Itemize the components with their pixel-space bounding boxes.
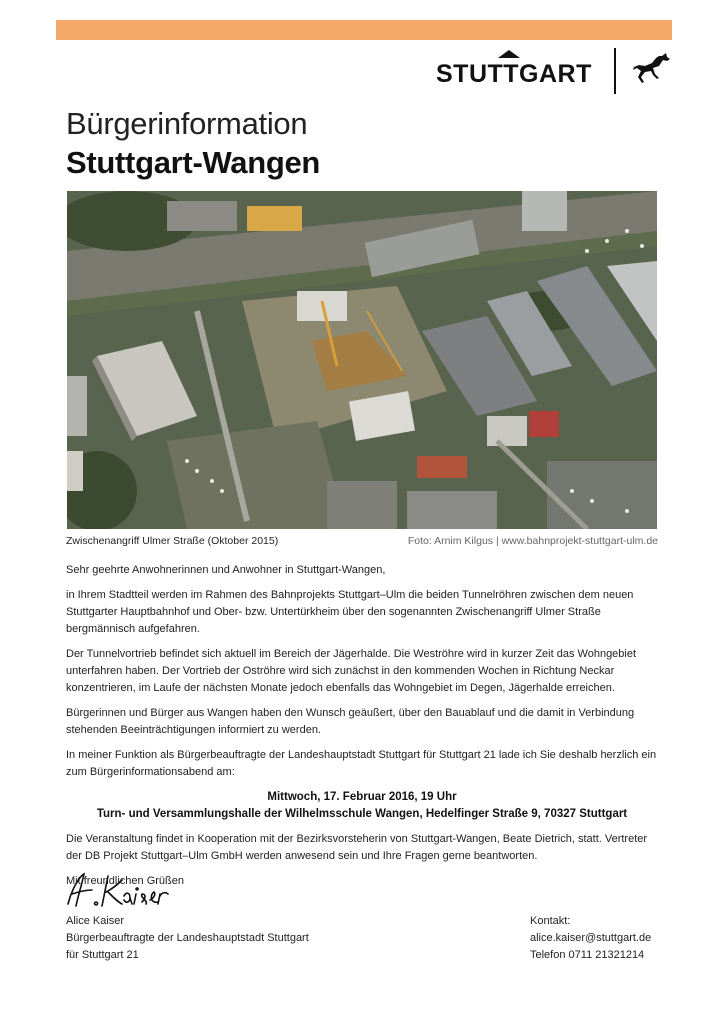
stuttgart-logo: [436, 48, 676, 94]
photo-credit: Foto: Arnim Kilgus | www.bahnprojekt-stuttgart-ulm.de: [407, 535, 658, 547]
aerial-photo: [67, 191, 657, 529]
contact-email: alice.kaiser@stuttgart.de: [530, 932, 652, 944]
sender-role-line2: für Stuttgart 21: [66, 949, 139, 961]
logo-divider: [614, 48, 616, 94]
horse-icon: [632, 52, 672, 88]
page-title-line1: Bürgerinformation: [66, 106, 308, 141]
contact-label: Kontakt:: [530, 915, 571, 927]
logo-wordmark: STUTTGART: [436, 60, 592, 88]
logo-roof-icon: [498, 50, 520, 60]
photo-caption: Zwischenangriff Ulmer Straße (Oktober 2015): [66, 535, 279, 547]
paragraph-4: In meiner Funktion als Bürgerbeauftragte der Landeshauptstadt Stuttgart für Stuttgart 21 lade ich Sie deshalb herzlich ein zum Bürgerinformationsabend am:: [66, 749, 657, 778]
paragraph-5: Die Veranstaltung findet in Kooperation mit der Bezirksvorsteherin von Stuttgart-Wangen, Beate Dietrich, statt. Vertreter der DB Projekt Stuttgart–Ulm GmbH werden anwesend sein und Ihre Fragen gerne beantworten.: [66, 833, 648, 862]
letter-body: [66, 562, 658, 898]
event-location: Turn- und Versammlungshalle der Wilhelmsschule Wangen, Hedelfinger Straße 9, 70327 Stuttgart: [96, 808, 628, 820]
sender-name: Alice Kaiser: [66, 915, 125, 927]
header-accent-bar: [56, 20, 672, 40]
aerial-photo-illustration: [67, 191, 657, 529]
contact-block: [530, 913, 651, 964]
closing: Mit freundlichen Grüßen: [66, 875, 184, 887]
sender-block: [66, 913, 309, 964]
signature: [62, 868, 172, 912]
salutation: Sehr geehrte Anwohnerinnen und Anwohner in Stuttgart-Wangen,: [66, 564, 386, 576]
contact-phone: Telefon 0711 21321214: [530, 949, 645, 961]
paragraph-2: Der Tunnelvortrieb befindet sich aktuell im Bereich der Jägerhalde. Die Weströhre wird in kurzer Zeit das Wohngebiet unterfahren haben. Der Vortrieb der Oströhre wird sich zunächst in den kommenden Wochen in Richtung Neckar konzentrieren, im Laufe der nächsten Monate jedoch ebenfalls das Wohngebiet im Degen, Jägerhalde erreichen.: [66, 648, 637, 694]
paragraph-3: Bürgerinnen und Bürger aus Wangen haben den Wunsch geäußert, über den Bauablauf und die damit in Verbindung stehenden Beeinträchtigungen informiert zu werden.: [66, 707, 635, 736]
sender-role-line1: Bürgerbeauftragte der Landeshauptstadt Stuttgart: [66, 932, 309, 944]
paragraph-1: in Ihrem Stadtteil werden im Rahmen des Bahnprojekts Stuttgart–Ulm die beiden Tunnelröhren zwischen dem neuen Stuttgarter Hauptbahnhof und Ober- bzw. Untertürkheim über den sogenannten Zwischenangriff Ulmer Straße bergmännisch aufgefahren.: [66, 589, 634, 635]
page-title-line2: Stuttgart-Wangen: [66, 145, 321, 180]
event-date: Mittwoch, 17. Februar 2016, 19 Uhr: [267, 791, 457, 803]
